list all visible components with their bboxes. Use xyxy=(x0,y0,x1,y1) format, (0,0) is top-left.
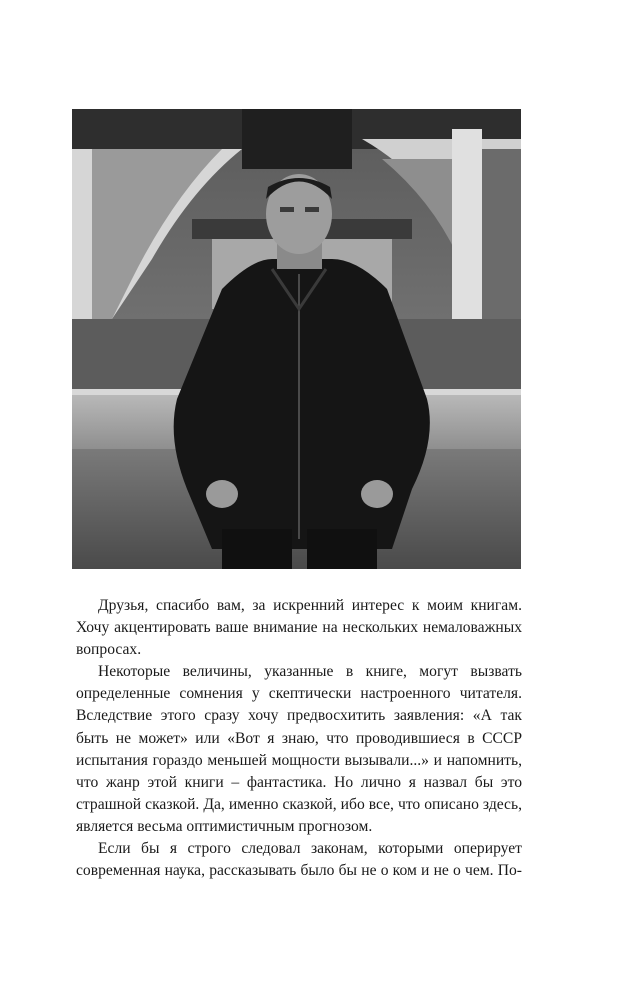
paragraph: Если бы я строго следовал законам, которыми оперирует современная наука, рассказывать было бы не о ком и не о чем. По- xyxy=(76,840,522,880)
paragraph: Некоторые величины, указанные в книге, могут вызвать определенные сомнения у скептически настроенного читателя. Вследствие этого сразу хочу предвосхитить заявления: «А так быть не может» или «Вот я знаю, что проводившиеся в СССР испытания гораздо меньшей мощности вызывали...» и напомнить, что жанр этой книги – фантастика. Но лично я назвал бы это страшной сказкой. Да, именно сказкой, ибо все, что описано здесь, является весьма оптимистичным прогнозом. xyxy=(76,663,522,835)
paragraph: Друзья, спасибо вам, за искренний интерес к моим книгам. Хочу акцентировать ваше внимание на нескольких немаловажных вопросах. xyxy=(76,597,522,659)
portrait-photo-icon xyxy=(72,109,521,569)
body-text xyxy=(76,595,522,882)
author-photo xyxy=(72,109,521,569)
